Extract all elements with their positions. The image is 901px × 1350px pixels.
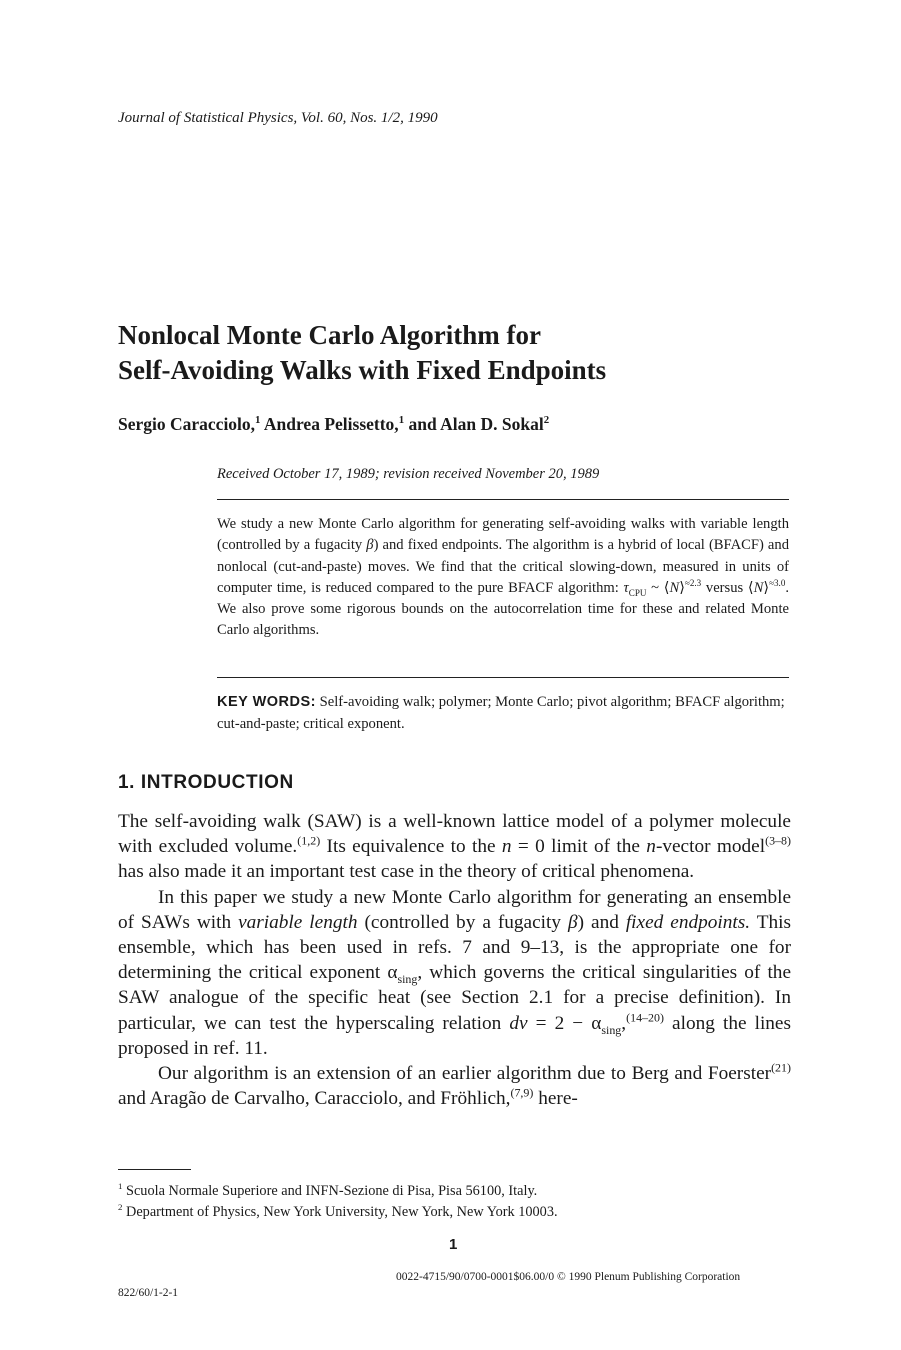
text-run: , which governs the critical singularities of the SAW analogue of the specific heat (see Section 2.1 for a precise definition). In particular, we can test the hyperscaling relation <box>118 962 791 1034</box>
text-run: -vector model <box>655 836 766 858</box>
abstract-top-rule <box>217 499 789 500</box>
text-run: Its equivalence to the <box>320 836 502 858</box>
footnote-2 <box>118 1204 558 1221</box>
footnote-text: Scuola Normale Superiore and INFN-Sezione di Pisa, Pisa 56100, Italy. <box>122 1183 538 1199</box>
math-text: ⟩ <box>763 579 770 596</box>
text-run: Our algorithm is an extension of an earlier algorithm due to Berg and Foerster <box>158 1063 772 1085</box>
paper-title <box>118 318 818 388</box>
affiliation-mark: 2 <box>543 414 550 427</box>
emphasis: variable length <box>238 911 358 933</box>
text-run: (controlled by a fugacity <box>357 911 568 933</box>
math-text: ⟩ <box>679 579 685 596</box>
text-run: = 0 limit of the <box>511 836 647 858</box>
affiliation-mark: 1 <box>255 414 261 427</box>
text-run: ) and <box>577 911 626 933</box>
citation: (14–20) <box>626 1010 664 1025</box>
citation: (7,9) <box>510 1085 534 1100</box>
math-text: ~ ⟨ <box>646 579 670 596</box>
symbol-beta: β <box>366 537 374 554</box>
abstract-bottom-rule <box>217 677 789 678</box>
paragraph <box>118 809 791 885</box>
title-line-2: Self-Avoiding Walks with Fixed Endpoints <box>118 355 607 385</box>
symbol-n: N <box>669 579 680 596</box>
affiliation-mark: 1 <box>398 414 405 427</box>
exponent: ≈2.3 <box>684 578 702 589</box>
paragraph <box>118 1061 791 1111</box>
citation: (1,2) <box>297 833 321 848</box>
issue-code: 822/60/1-2-1 <box>118 1287 179 1299</box>
math-dnu: dν <box>509 1012 528 1034</box>
emphasis: fixed endpoints. <box>625 911 751 933</box>
footnote-text: Department of Physics, New York University, New York, New York 10003. <box>122 1204 558 1220</box>
subscript-sing: sing <box>397 972 418 987</box>
symbol-beta: β <box>568 911 578 933</box>
text-run: has also made it an important test case in the theory of critical phenomena. <box>118 861 695 883</box>
introduction-body <box>118 809 791 1111</box>
copyright-line: 0022-4715/90/0700-0001$06.00/0 © 1990 Plenum Publishing Corporation <box>396 1271 741 1283</box>
abstract-text: ) and fixed endpoints. The algorithm is a hybrid of local (BFACF) and nonlocal (cut-and-paste) moves. We find that the critical slowing-down, measured in units of computer time, is reduced compared to the pure BFACF algorithm: <box>217 537 789 596</box>
math-text: versus ⟨ <box>701 579 754 596</box>
text-run: and Aragão de Carvalho, Caracciolo, and Fröhlich, <box>118 1088 511 1110</box>
citation: (21) <box>771 1060 791 1075</box>
text-run: , <box>621 1012 627 1034</box>
text-run: along the lines proposed in ref. 11. <box>118 1012 791 1059</box>
subscript-cpu: CPU <box>628 587 647 598</box>
text-run: The self-avoiding walk (SAW) is a well-known lattice model of a polymer molecule with excluded volume. <box>118 811 791 858</box>
symbol-n: N <box>753 579 764 596</box>
abstract-text: . We also prove some rigorous bounds on the autocorrelation time for these and related Monte Carlo algorithms. <box>217 579 789 639</box>
title-line-1: Nonlocal Monte Carlo Algorithm for <box>118 320 541 350</box>
symbol-n: n <box>501 836 512 858</box>
abstract-text: We study a new Monte Carlo algorithm for generating self-avoiding walks with variable length (controlled by a fugacity <box>217 516 789 554</box>
footnote-1 <box>118 1183 537 1200</box>
text-run: = 2 − <box>527 1012 592 1034</box>
key-words-label: KEY WORDS: <box>217 694 316 710</box>
footnote-rule <box>118 1169 191 1170</box>
paragraph <box>118 885 791 1061</box>
text-run: This ensemble, which has been used in refs. 7 and 9–13, is the appropriate one for determining the critical exponent <box>118 911 791 984</box>
subscript-sing: sing <box>601 1022 622 1037</box>
journal-citation: Journal of Statistical Physics, Vol. 60, Nos. 1/2, 1990 <box>118 110 438 126</box>
section-heading: 1. INTRODUCTION <box>118 772 294 793</box>
symbol-tau: τ <box>623 579 629 596</box>
author-pelissetto: Andrea Pelissetto, <box>260 414 399 434</box>
author-list <box>118 414 549 435</box>
footnote-mark: 2 <box>118 1202 123 1213</box>
text-run: In this paper we study a new Monte Carlo algorithm for generating an ensemble of SAWs with <box>118 886 791 933</box>
symbol-n: n <box>646 836 656 858</box>
citation: (3–8) <box>765 833 791 848</box>
footnote-mark: 1 <box>118 1181 123 1192</box>
key-words-text: Self-avoiding walk; polymer; Monte Carlo; pivot algorithm; BFACF algorithm; cut-and-paste; critical exponent. <box>217 694 785 732</box>
author-sokal: and Alan D. Sokal <box>404 414 544 434</box>
author-caracciolo: Sergio Caracciolo, <box>118 414 256 434</box>
symbol-alpha: α <box>387 962 398 984</box>
key-words <box>217 692 789 735</box>
page-number: 1 <box>449 1236 458 1253</box>
received-date: Received October 17, 1989; revision received November 20, 1989 <box>217 466 600 482</box>
symbol-alpha: α <box>591 1012 602 1034</box>
text-run: here- <box>533 1088 578 1110</box>
exponent: ≈3.0 <box>769 578 786 589</box>
abstract <box>217 514 789 642</box>
